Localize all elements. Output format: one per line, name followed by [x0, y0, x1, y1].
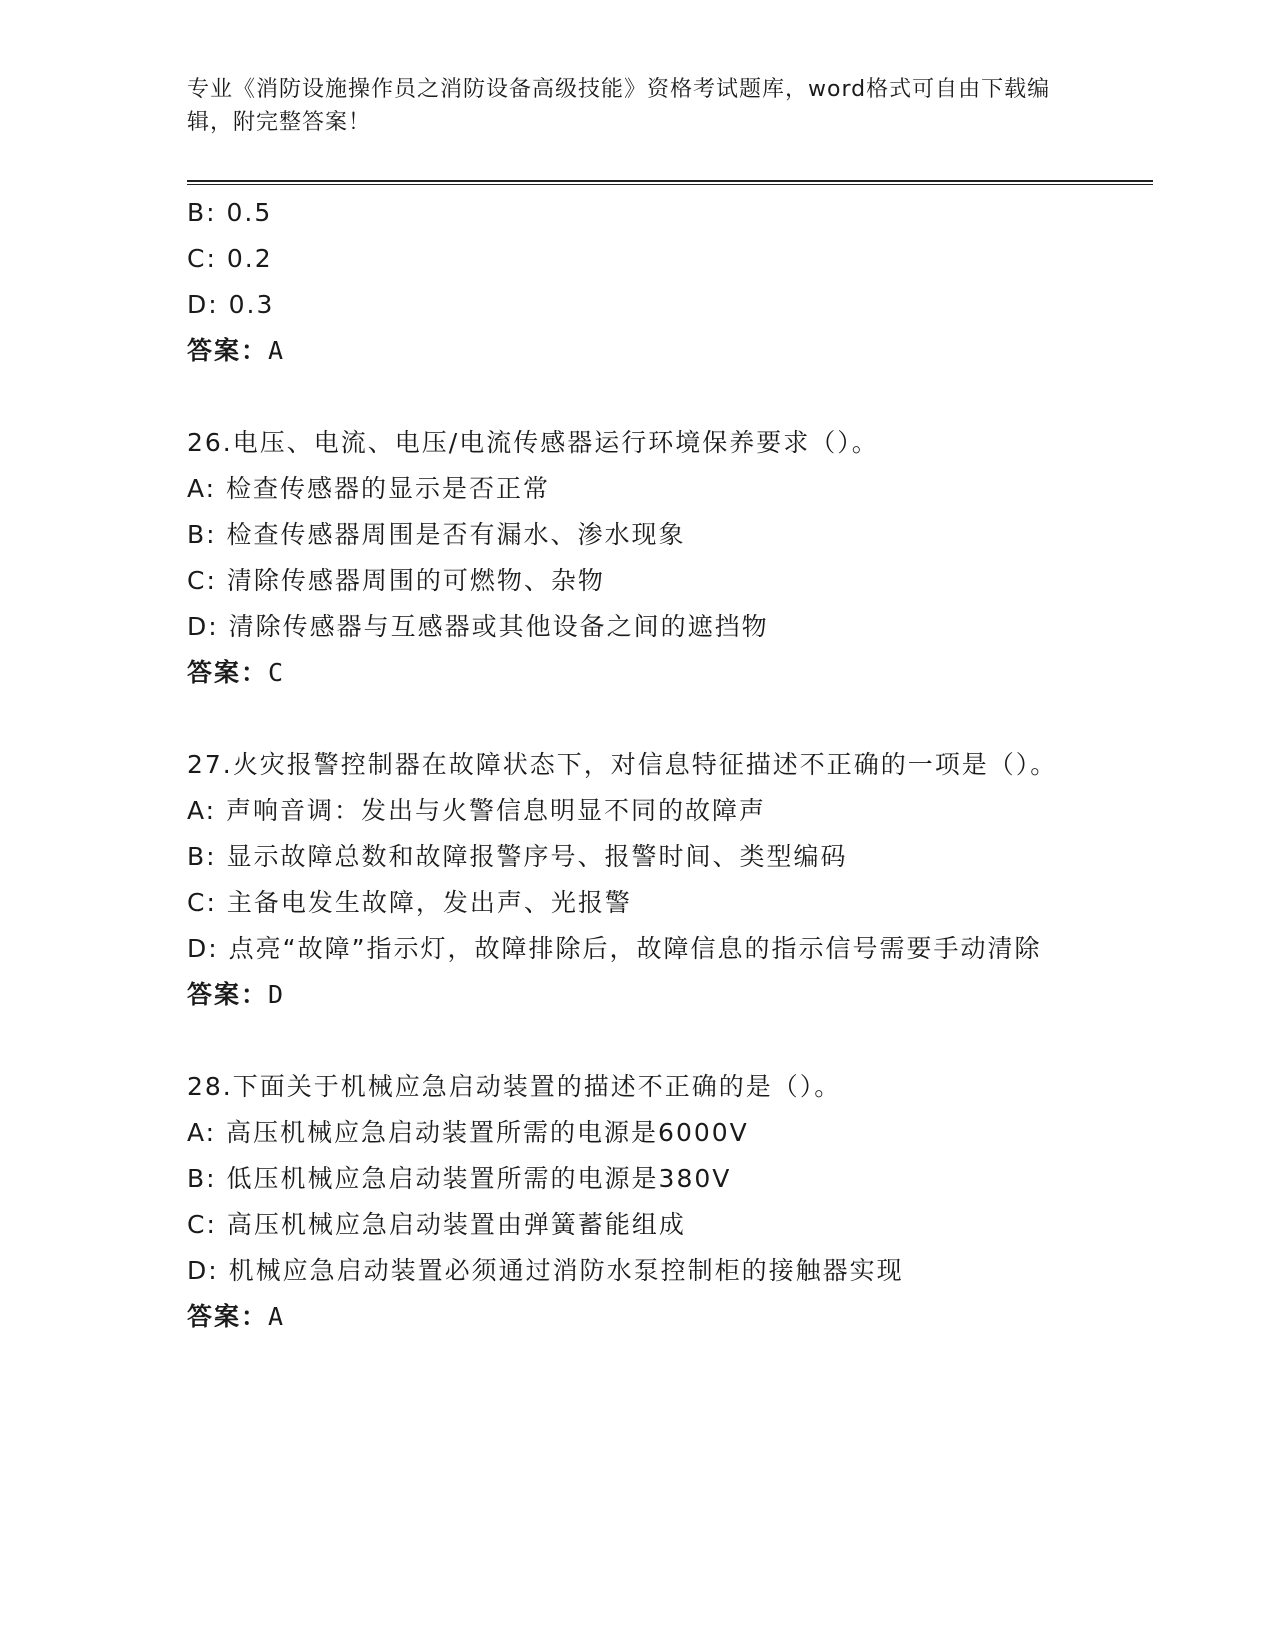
answer-line: 答案：A [187, 336, 286, 365]
question-27 [187, 742, 1087, 1018]
answer-value: A [268, 1302, 286, 1331]
question-26 [187, 420, 1087, 696]
question-list [187, 190, 1087, 1340]
question-stem [187, 1064, 1087, 1110]
option-a: A: 检查传感器的显示是否正常 [187, 474, 551, 503]
question-stem [187, 742, 1087, 788]
question-text: 电压、电流、电压/电流传感器运行环境保养要求（）。 [232, 428, 879, 457]
page-header [187, 73, 1067, 139]
answer-line: 答案：C [187, 658, 286, 687]
option-b: B: 0.5 [187, 198, 273, 227]
prev-question-block [187, 190, 1087, 374]
question-28 [187, 1064, 1087, 1340]
question-number: 27. [187, 750, 233, 779]
option-b: B: 显示故障总数和故障报警序号、报警时间、类型编码 [187, 842, 848, 871]
option-c: C: 0.2 [187, 244, 273, 273]
answer-line: 答案：D [187, 980, 286, 1009]
header-text: 专业《消防设施操作员之消防设备高级技能》资格考试题库，word格式可自由下载编辑，附完整答案！ [187, 77, 1051, 135]
question-stem [187, 420, 1087, 466]
option-c: C: 主备电发生故障，发出声、光报警 [187, 888, 632, 917]
question-text: 火灾报警控制器在故障状态下，对信息特征描述不正确的一项是（）。 [232, 750, 1058, 779]
option-d: D: 清除传感器与互感器或其他设备之间的遮挡物 [187, 612, 769, 641]
option-a: A: 声响音调：发出与火警信息明显不同的故障声 [187, 796, 767, 825]
question-number: 26. [187, 428, 233, 457]
option-d: D: 机械应急启动装置必须通过消防水泵控制柜的接触器实现 [187, 1256, 904, 1285]
answer-value: C [268, 658, 286, 687]
answer-line: 答案：A [187, 1302, 286, 1331]
option-a: A: 高压机械应急启动装置所需的电源是6000V [187, 1118, 749, 1147]
option-b: B: 检查传感器周围是否有漏水、渗水现象 [187, 520, 686, 549]
option-c: C: 高压机械应急启动装置由弹簧蓄能组成 [187, 1210, 686, 1239]
header-divider [187, 180, 1153, 185]
option-c: C: 清除传感器周围的可燃物、杂物 [187, 566, 605, 595]
question-text: 下面关于机械应急启动装置的描述不正确的是（）。 [232, 1072, 842, 1101]
option-d: D: 0.3 [187, 290, 275, 319]
answer-value: D [268, 980, 286, 1009]
question-number: 28. [187, 1072, 233, 1101]
option-d: D: 点亮“故障”指示灯，故障排除后，故障信息的指示信号需要手动清除 [187, 934, 1042, 963]
option-b: B: 低压机械应急启动装置所需的电源是380V [187, 1164, 732, 1193]
answer-value: A [268, 336, 286, 365]
